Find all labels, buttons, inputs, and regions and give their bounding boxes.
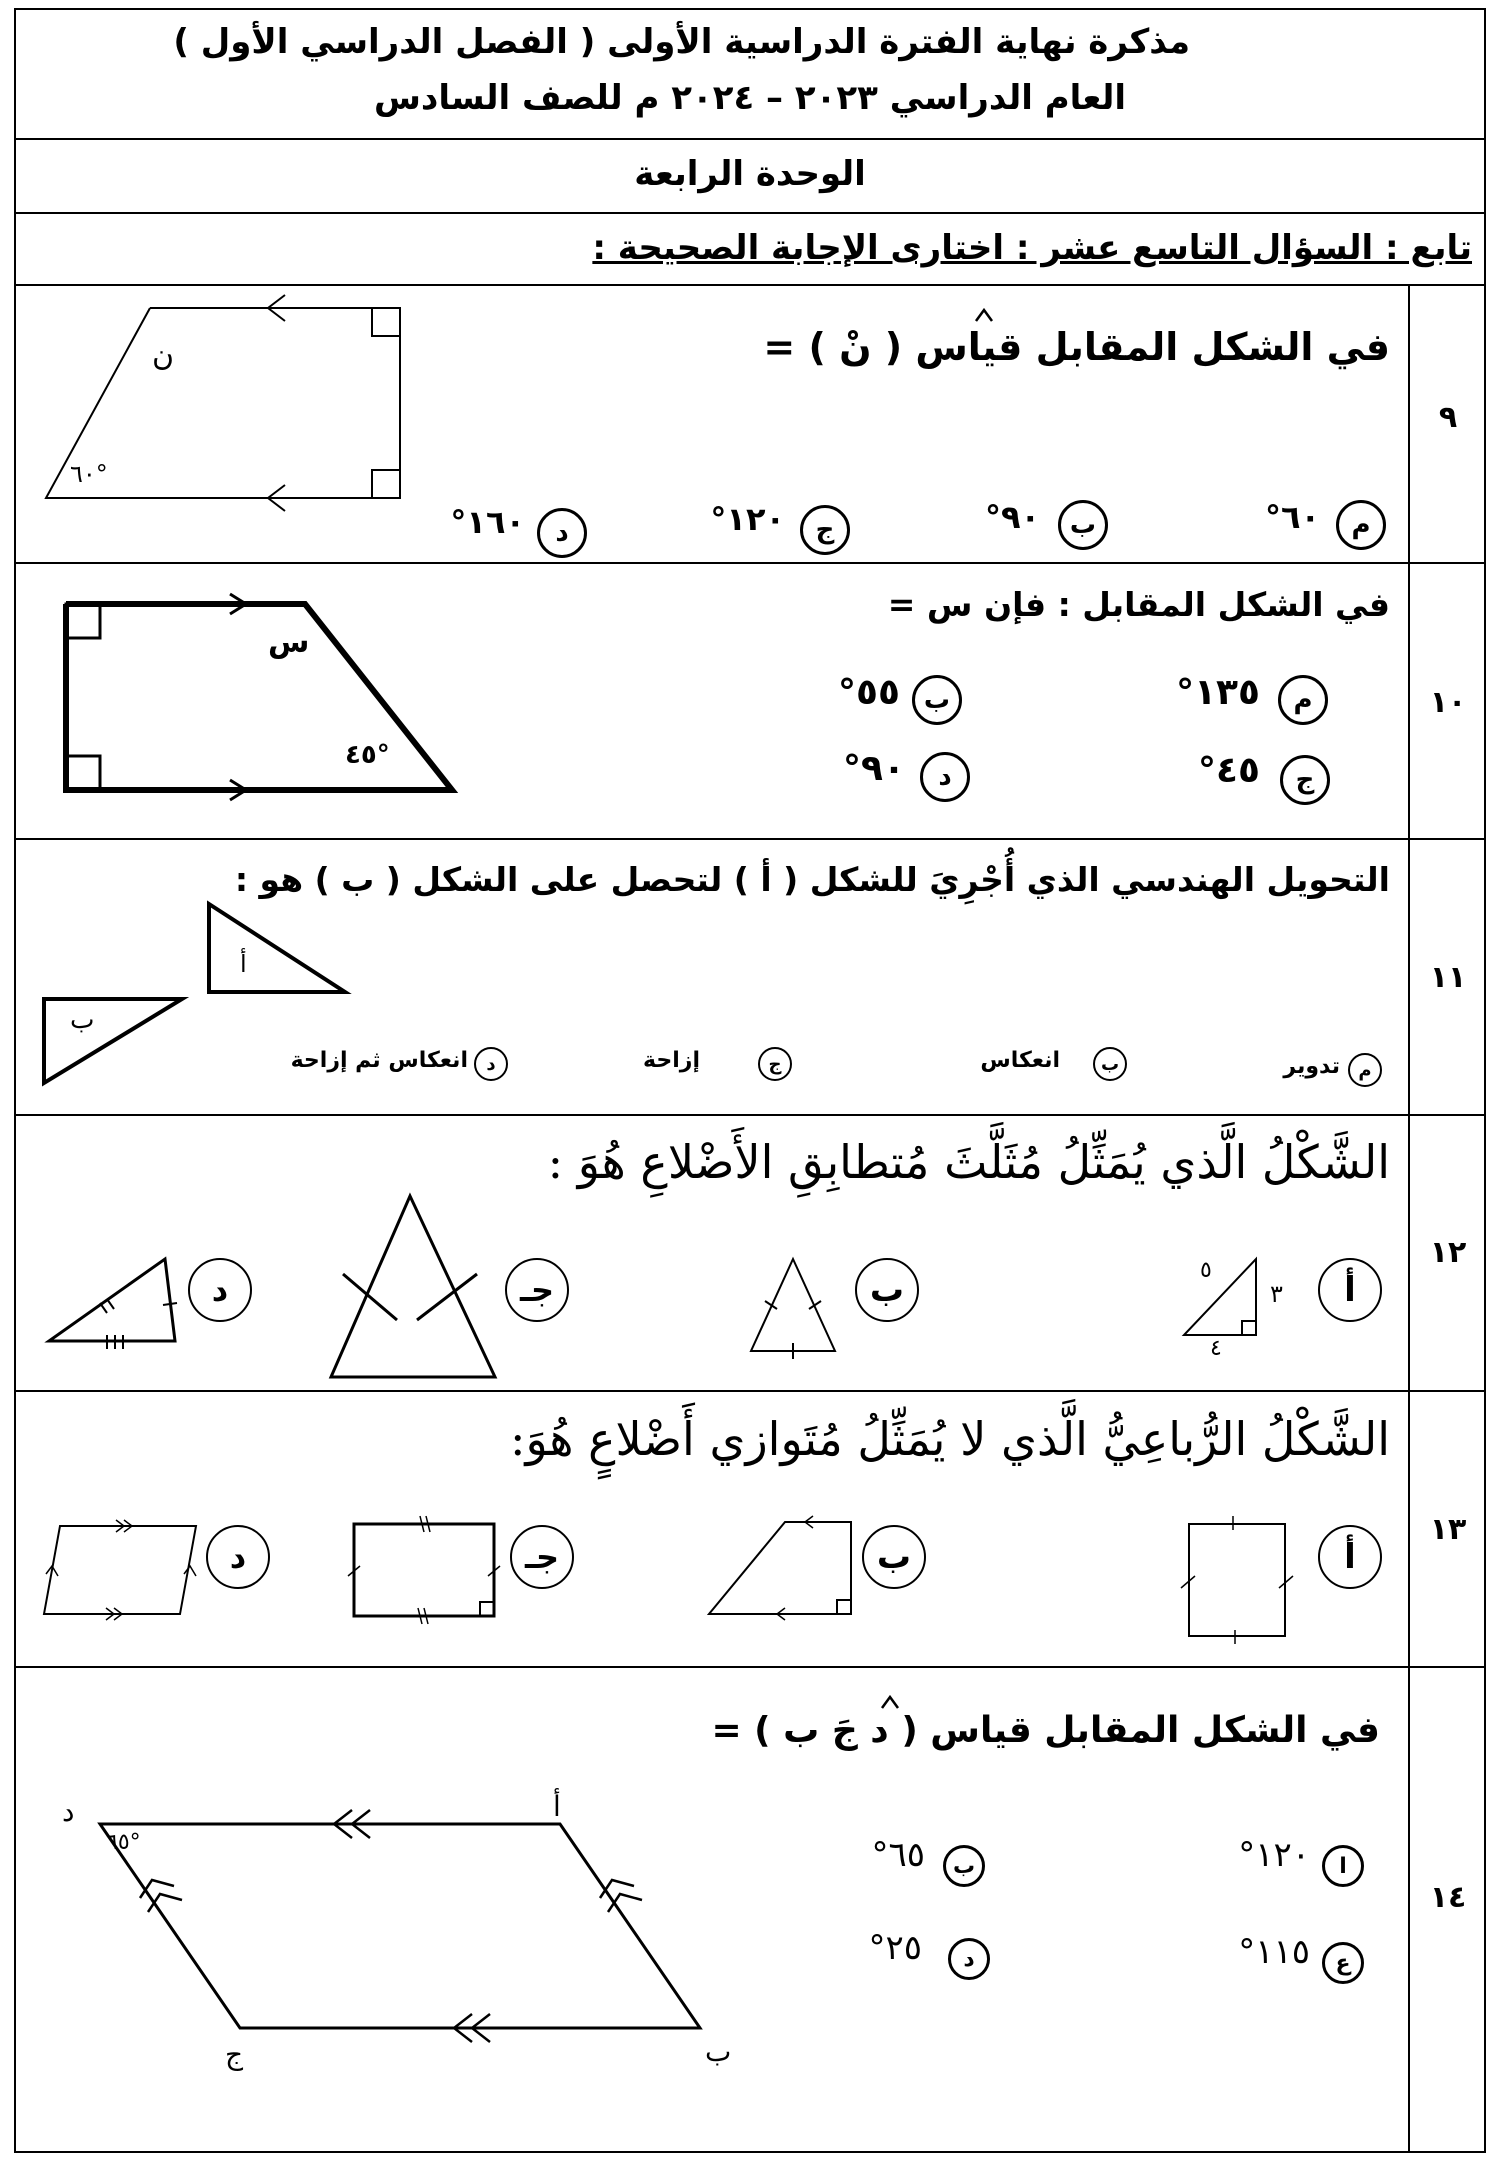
option-letter[interactable]: د	[920, 752, 970, 802]
option-letter[interactable]: م	[1348, 1053, 1382, 1087]
triangle-option-b	[745, 1255, 845, 1355]
option-letter[interactable]: د	[948, 1938, 990, 1980]
hat-icon	[880, 1694, 900, 1710]
rectangle-option-a	[1185, 1520, 1295, 1640]
option-letter[interactable]: م	[1278, 675, 1328, 725]
triangle-a-figure	[205, 900, 355, 1000]
rectangle-option-c	[350, 1520, 500, 1620]
option-letter[interactable]: ج	[758, 1047, 792, 1081]
option-value: ٤٥°	[1198, 750, 1260, 791]
option-value: ٢٥°	[868, 1928, 922, 1968]
header-title-line2: العام الدراسي ٢٠٢٣ – ٢٠٢٤ م للصف السادس	[373, 78, 1127, 118]
option-value: إزاحة	[643, 1048, 700, 1073]
option-letter[interactable]: جـ	[510, 1525, 574, 1589]
option-value: ٩٠°	[843, 748, 905, 789]
option-letter[interactable]: ب	[943, 1845, 985, 1887]
option-letter[interactable]: د	[537, 508, 587, 558]
option-value: انعكاس ثم إزاحة	[290, 1048, 468, 1073]
option-value: ٦٠°	[1264, 498, 1320, 536]
question-text: في الشكل المقابل قياس ( د جَ ب ) =	[711, 1710, 1380, 1751]
option-value: تدوير	[1283, 1054, 1340, 1079]
figure-label-a: أ	[240, 950, 247, 978]
trapezoid-figure-2	[60, 600, 460, 800]
vertex-label-d: د	[62, 1795, 75, 1828]
option-letter[interactable]: م	[1336, 500, 1386, 550]
figure-label-b: ب	[70, 1005, 95, 1035]
question-number: ١٢	[1429, 1235, 1467, 1270]
option-letter[interactable]: ب	[862, 1525, 926, 1589]
parallelogram-figure	[60, 1820, 740, 2060]
option-value: ١٦٠°	[450, 503, 525, 541]
question-number: ١٣	[1429, 1512, 1467, 1547]
parallelogram-option-d	[40, 1522, 200, 1622]
header-title-line1: مذكرة نهاية الفترة الدراسية الأولى ( الفصل الدراسي الأول )	[173, 22, 1190, 62]
option-letter[interactable]: ا	[1322, 1845, 1364, 1887]
option-letter[interactable]: ع	[1322, 1942, 1364, 1984]
option-letter[interactable]: ب	[855, 1258, 919, 1322]
question-text: في الشكل المقابل قياس ( نْ ) =	[763, 325, 1390, 369]
instruction: تابع : السؤال التاسع عشر : اختارى الإجابة الصحيحة :	[592, 228, 1472, 268]
option-letter[interactable]: د	[474, 1047, 508, 1081]
option-value: ١٣٥°	[1176, 672, 1260, 713]
vertex-label-c: ج	[225, 2038, 244, 2071]
side-label: ٥	[1200, 1258, 1212, 1283]
option-value: ٦٥°	[871, 1835, 925, 1875]
question-text: في الشكل المقابل : فإن س =	[887, 585, 1390, 624]
option-letter[interactable]: أ	[1318, 1525, 1382, 1589]
side-label: ٣	[1270, 1280, 1283, 1308]
option-letter[interactable]: د	[206, 1525, 270, 1589]
option-value: ١١٥°	[1238, 1932, 1310, 1972]
triangle-option-c	[325, 1192, 505, 1382]
question-text: الشَّكْلُ الرُّباعِيُّ الَّذي لا يُمَثِّلُ مُتَوازي أَضْلاعٍ هُوَ:	[509, 1412, 1390, 1466]
figure-label-angle: ٦٠°	[70, 460, 108, 488]
figure-label-x: س	[268, 625, 310, 660]
triangle-option-d	[45, 1255, 185, 1350]
option-value: ٩٠°	[984, 498, 1040, 536]
unit-title: الوحدة الرابعة	[634, 154, 866, 194]
question-number: ١٤	[1429, 1880, 1467, 1915]
option-letter[interactable]: ج	[1280, 755, 1330, 805]
vertex-label-b: ب	[705, 2035, 732, 2068]
triangle-b-figure	[40, 995, 190, 1095]
hat-icon	[974, 307, 994, 323]
option-value: ١٢٠°	[1238, 1835, 1310, 1875]
question-text: الشَّكْلُ الَّذي يُمَثِّلُ مُثَلَّثَ مُتطابِقِ الأَضْلاعِ هُوَ :	[547, 1135, 1390, 1189]
side-label: ٤	[1210, 1336, 1222, 1361]
trapezoid-option-b	[705, 1518, 855, 1618]
option-letter[interactable]: ج	[800, 505, 850, 555]
figure-label-vertex: ن	[152, 338, 175, 373]
option-letter[interactable]: جـ	[505, 1258, 569, 1322]
figure-label-angle: ٤٥°	[345, 740, 390, 770]
angle-label: ٦٥°	[106, 1830, 141, 1855]
option-value: انعكاس	[980, 1048, 1060, 1073]
option-letter[interactable]: أ	[1318, 1258, 1382, 1322]
triangle-option-a	[1180, 1255, 1260, 1345]
option-value: ١٢٠°	[710, 500, 785, 538]
question-number: ١١	[1429, 960, 1467, 995]
option-letter[interactable]: د	[188, 1258, 252, 1322]
question-number: ١٠	[1429, 685, 1467, 720]
question-number: ٩	[1438, 400, 1458, 435]
option-letter[interactable]: ب	[912, 675, 962, 725]
option-value: ٥٥°	[838, 672, 900, 713]
option-letter[interactable]: ب	[1058, 500, 1108, 550]
question-text: التحويل الهندسي الذي أُجْرِيَ للشكل ( أ ) لتحصل على الشكل ( ب ) هو :	[234, 860, 1390, 899]
option-letter[interactable]: ب	[1093, 1047, 1127, 1081]
vertex-label-a: أ	[553, 1790, 561, 1823]
